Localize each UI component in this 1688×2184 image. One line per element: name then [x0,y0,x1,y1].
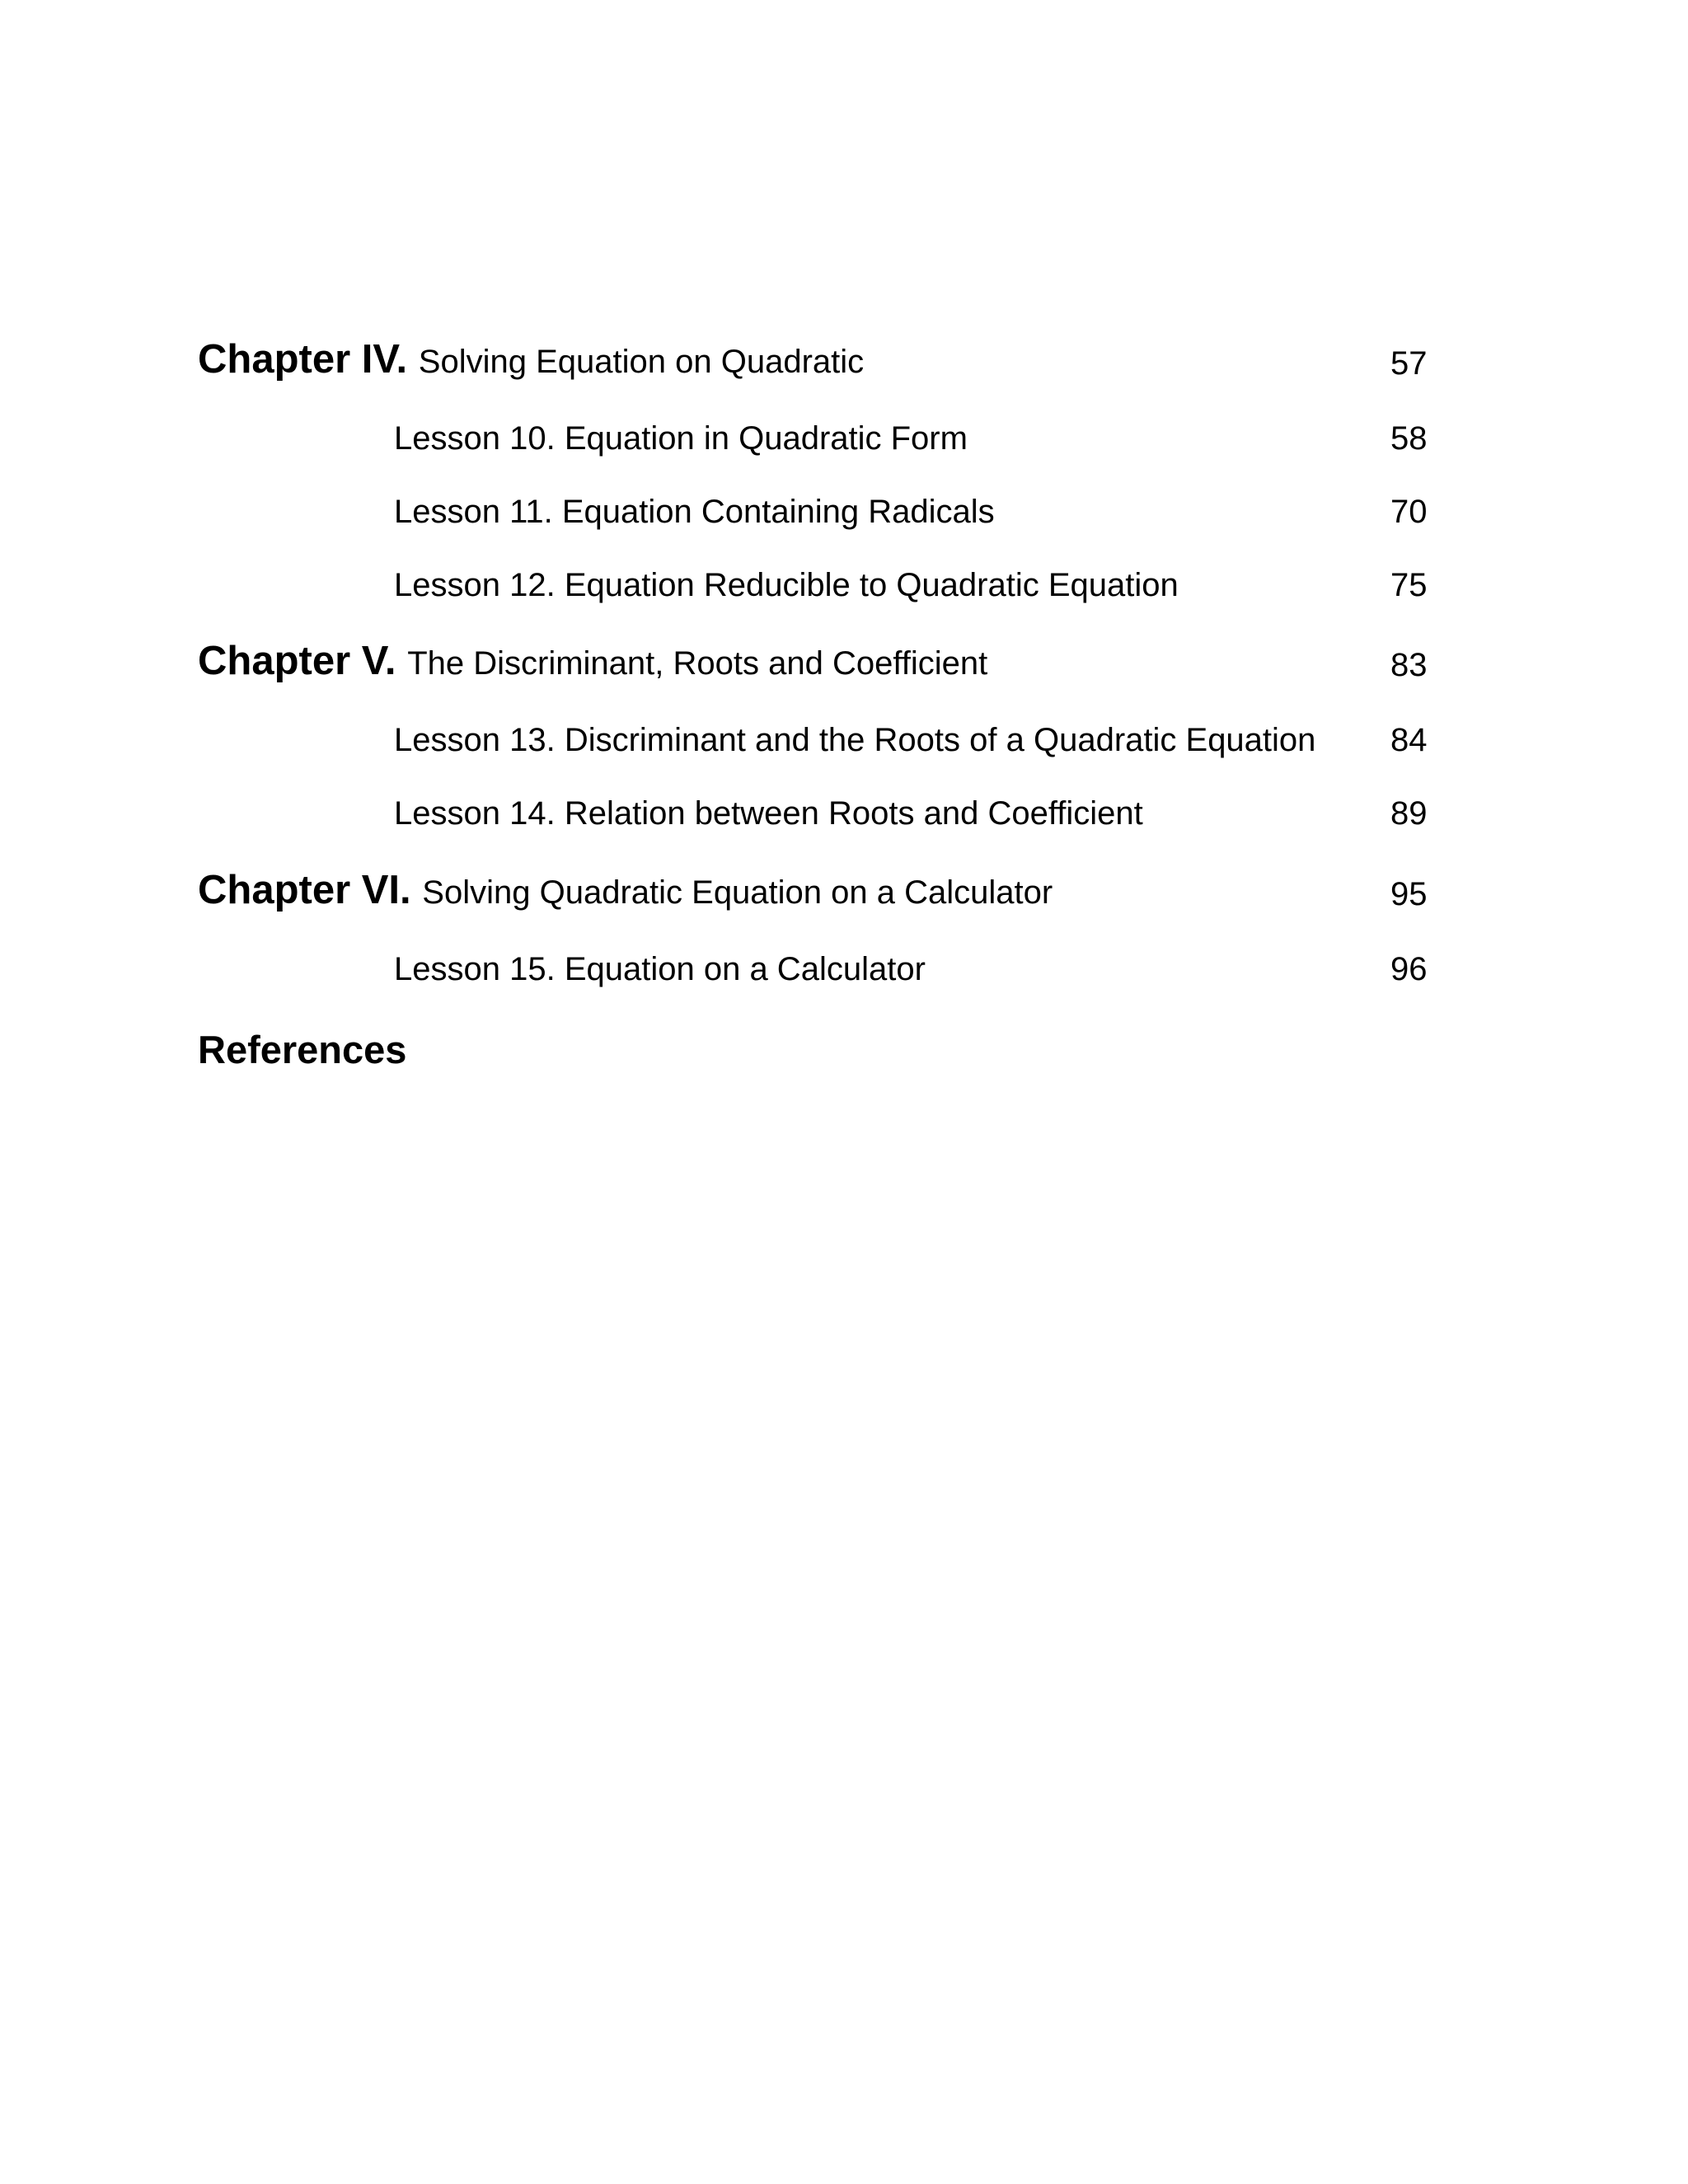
lesson-title: Lesson 10. Equation in Quadratic Form [394,420,968,457]
chapter-heading [198,641,987,682]
chapter-page-number: 83 [1390,647,1428,683]
chapter-heading [198,337,865,382]
lesson-entry-10[interactable] [0,409,1688,466]
chapter-number: Chapter IV. [198,337,408,382]
lesson-entry-14[interactable] [0,784,1688,841]
lesson-title: Lesson 14. Relation between Roots and Coefficient [394,795,1143,832]
references-heading[interactable]: References [198,1028,407,1071]
chapter-title: Solving Equation on Quadratic [418,344,865,380]
lesson-entry-13[interactable] [0,710,1688,768]
lesson-entry-11[interactable] [0,482,1688,540]
chapter-title: Solving Quadratic Equation on a Calculator [422,874,1053,911]
lesson-entry-15[interactable] [0,940,1688,997]
lesson-page-number: 58 [1390,420,1428,457]
chapter-number: Chapter V. [198,639,396,683]
chapter-entry-iv[interactable] [0,334,1688,391]
chapter-entry-v[interactable] [0,635,1688,693]
chapter-page-number: 95 [1390,876,1428,912]
lesson-title: Lesson 15. Equation on a Calculator [394,951,926,987]
lesson-page-number: 89 [1390,795,1428,832]
chapter-heading [198,870,1053,911]
lesson-page-number: 84 [1390,722,1428,758]
lesson-title: Lesson 12. Equation Reducible to Quadratic Equation [394,567,1179,603]
lesson-page-number: 70 [1390,494,1428,530]
chapter-entry-vi[interactable] [0,865,1688,922]
chapter-number: Chapter VI. [198,868,411,912]
chapter-page-number: 57 [1390,345,1428,382]
lesson-entry-12[interactable] [0,555,1688,613]
lesson-title: Lesson 13. Discriminant and the Roots of a Quadratic Equation [394,722,1316,758]
lesson-page-number: 96 [1390,951,1428,987]
lesson-page-number: 75 [1390,567,1428,603]
lesson-title: Lesson 11. Equation Containing Radicals [394,494,995,530]
chapter-title: The Discriminant, Roots and Coefficient [407,645,988,682]
